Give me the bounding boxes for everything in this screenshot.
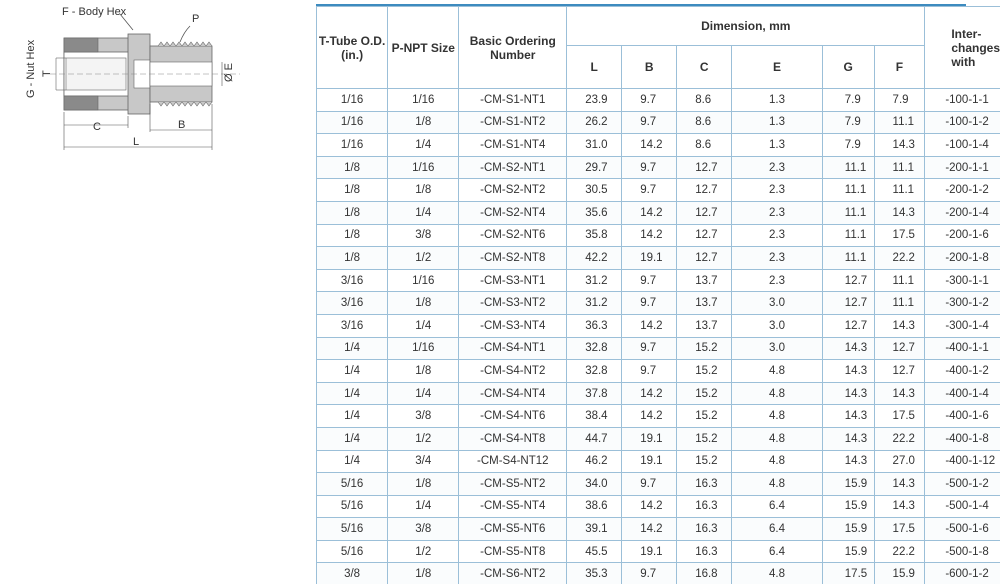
cell-npt-size: 1/8	[388, 360, 459, 383]
cell-dim-f: 14.3	[874, 382, 925, 405]
cell-dim-f: 11.1	[874, 111, 925, 134]
table-row	[317, 314, 1000, 337]
fitting-diagram	[0, 0, 300, 160]
cell-tube-od: 5/16	[317, 540, 388, 563]
cell-dim-l: 38.4	[567, 405, 622, 428]
cell-ordering-number: -CM-S4-NT4	[459, 382, 567, 405]
c-label: C	[93, 121, 101, 133]
table-row	[317, 360, 1000, 383]
cell-npt-size: 3/8	[388, 224, 459, 247]
cell-dim-b: 9.7	[622, 292, 677, 315]
cell-npt-size: 1/8	[388, 111, 459, 134]
cell-dim-f: 22.2	[874, 540, 925, 563]
table-row	[317, 224, 1000, 247]
cell-dim-b: 9.7	[622, 473, 677, 496]
cell-ordering-number: -CM-S3-NT2	[459, 292, 567, 315]
cell-dim-f: 14.3	[874, 314, 925, 337]
cell-npt-size: 1/4	[388, 314, 459, 337]
cell-tube-od: 1/4	[317, 405, 388, 428]
table-row	[317, 269, 1000, 292]
cell-dim-b: 9.7	[622, 337, 677, 360]
cell-dim-l: 32.8	[567, 360, 622, 383]
cell-dim-l: 31.2	[567, 269, 622, 292]
cell-npt-size: 1/4	[388, 201, 459, 224]
header-npt-size: P-NPT Size	[388, 7, 459, 89]
cell-dim-l: 35.8	[567, 224, 622, 247]
cell-dim-c: 16.3	[677, 518, 732, 541]
cell-dim-e: 4.8	[732, 473, 823, 496]
body-hex-label: F - Body Hex	[62, 6, 127, 18]
t-label: T	[41, 70, 53, 77]
cell-ordering-number: -CM-S5-NT4	[459, 495, 567, 518]
header-dim-f: F	[874, 46, 925, 89]
cell-dim-b: 14.2	[622, 518, 677, 541]
cell-dim-c: 13.7	[677, 292, 732, 315]
cell-dim-e: 6.4	[732, 518, 823, 541]
cell-ordering-number: -CM-S4-NT6	[459, 405, 567, 428]
table-body	[317, 89, 1000, 584]
cell-dim-l: 39.1	[567, 518, 622, 541]
cell-dim-g: 7.9	[822, 89, 874, 112]
cell-tube-od: 5/16	[317, 495, 388, 518]
cell-dim-c: 12.7	[677, 179, 732, 202]
cell-dim-e: 2.3	[732, 247, 823, 270]
cell-interchanges: -500-1-8	[925, 540, 1000, 563]
cell-dim-l: 46.2	[567, 450, 622, 473]
cell-tube-od: 1/4	[317, 360, 388, 383]
cell-interchanges: -300-1-1	[925, 269, 1000, 292]
cell-interchanges: -400-1-8	[925, 427, 1000, 450]
cell-dim-c: 12.7	[677, 247, 732, 270]
cell-dim-g: 17.5	[822, 563, 874, 584]
cell-dim-b: 14.2	[622, 405, 677, 428]
table-row	[317, 427, 1000, 450]
table-row	[317, 134, 1000, 157]
cell-dim-c: 15.2	[677, 360, 732, 383]
header-dimension: Dimension, mm	[567, 7, 925, 46]
cell-dim-e: 4.8	[732, 450, 823, 473]
spec-table-container	[316, 4, 1000, 584]
cell-npt-size: 1/16	[388, 89, 459, 112]
cell-dim-e: 3.0	[732, 337, 823, 360]
cell-dim-e: 4.8	[732, 360, 823, 383]
cell-interchanges: -200-1-1	[925, 156, 1000, 179]
cell-tube-od: 3/16	[317, 292, 388, 315]
table-row	[317, 473, 1000, 496]
cell-dim-b: 9.7	[622, 360, 677, 383]
cell-dim-l: 29.7	[567, 156, 622, 179]
cell-dim-c: 16.3	[677, 495, 732, 518]
table-row	[317, 201, 1000, 224]
nut-hex-label: G - Nut Hex	[25, 39, 37, 98]
cell-dim-e: 1.3	[732, 89, 823, 112]
cell-interchanges: -200-1-8	[925, 247, 1000, 270]
cell-ordering-number: -CM-S3-NT1	[459, 269, 567, 292]
cell-npt-size: 1/4	[388, 382, 459, 405]
cell-dim-c: 16.8	[677, 563, 732, 584]
cell-interchanges: -600-1-2	[925, 563, 1000, 584]
cell-dim-b: 14.2	[622, 495, 677, 518]
table-row	[317, 156, 1000, 179]
table-row	[317, 337, 1000, 360]
table-row	[317, 382, 1000, 405]
cell-npt-size: 1/4	[388, 495, 459, 518]
cell-dim-f: 7.9	[874, 89, 925, 112]
cell-dim-f: 27.0	[874, 450, 925, 473]
table-row	[317, 247, 1000, 270]
cell-tube-od: 1/16	[317, 89, 388, 112]
cell-dim-g: 12.7	[822, 292, 874, 315]
header-dim-c: C	[677, 46, 732, 89]
cell-dim-g: 11.1	[822, 179, 874, 202]
cell-dim-c: 13.7	[677, 314, 732, 337]
cell-dim-f: 15.9	[874, 563, 925, 584]
cell-interchanges: -500-1-2	[925, 473, 1000, 496]
cell-dim-l: 44.7	[567, 427, 622, 450]
cell-ordering-number: -CM-S5-NT6	[459, 518, 567, 541]
cell-interchanges: -500-1-4	[925, 495, 1000, 518]
table-row	[317, 450, 1000, 473]
cell-dim-b: 9.7	[622, 269, 677, 292]
l-label: L	[133, 136, 140, 148]
cell-tube-od: 1/8	[317, 224, 388, 247]
cell-dim-e: 4.8	[732, 382, 823, 405]
cell-tube-od: 1/8	[317, 247, 388, 270]
cell-tube-od: 1/8	[317, 201, 388, 224]
cell-dim-g: 14.3	[822, 360, 874, 383]
cell-dim-g: 11.1	[822, 156, 874, 179]
cell-npt-size: 1/2	[388, 540, 459, 563]
cell-dim-f: 22.2	[874, 247, 925, 270]
cell-interchanges: -100-1-1	[925, 89, 1000, 112]
cell-dim-b: 14.2	[622, 224, 677, 247]
cell-ordering-number: -CM-S1-NT4	[459, 134, 567, 157]
table-row	[317, 518, 1000, 541]
cell-dim-c: 8.6	[677, 111, 732, 134]
cell-interchanges: -200-1-2	[925, 179, 1000, 202]
cell-dim-g: 15.9	[822, 495, 874, 518]
cell-dim-g: 14.3	[822, 382, 874, 405]
cell-dim-c: 13.7	[677, 269, 732, 292]
cell-ordering-number: -CM-S4-NT1	[459, 337, 567, 360]
table-row	[317, 495, 1000, 518]
p-label: P	[192, 13, 200, 25]
cell-dim-c: 8.6	[677, 89, 732, 112]
cell-dim-f: 17.5	[874, 405, 925, 428]
cell-dim-b: 14.2	[622, 314, 677, 337]
cell-npt-size: 1/2	[388, 247, 459, 270]
cell-dim-l: 26.2	[567, 111, 622, 134]
cell-dim-f: 14.3	[874, 473, 925, 496]
cell-dim-f: 11.1	[874, 292, 925, 315]
cell-npt-size: 3/4	[388, 450, 459, 473]
cell-dim-c: 15.2	[677, 405, 732, 428]
cell-dim-e: 3.0	[732, 314, 823, 337]
table-row	[317, 111, 1000, 134]
cell-dim-g: 15.9	[822, 473, 874, 496]
cell-dim-g: 14.3	[822, 427, 874, 450]
cell-ordering-number: -CM-S5-NT2	[459, 473, 567, 496]
b-label: B	[178, 119, 186, 131]
cell-npt-size: 1/16	[388, 337, 459, 360]
cell-dim-f: 14.3	[874, 134, 925, 157]
cell-dim-l: 31.2	[567, 292, 622, 315]
cell-dim-e: 3.0	[732, 292, 823, 315]
cell-interchanges: -400-1-12	[925, 450, 1000, 473]
cell-dim-e: 4.8	[732, 405, 823, 428]
cell-dim-e: 2.3	[732, 201, 823, 224]
cell-npt-size: 1/8	[388, 292, 459, 315]
cell-dim-l: 34.0	[567, 473, 622, 496]
cell-dim-b: 9.7	[622, 89, 677, 112]
spec-table	[316, 6, 1000, 584]
cell-ordering-number: -CM-S2-NT4	[459, 201, 567, 224]
cell-npt-size: 1/16	[388, 156, 459, 179]
cell-tube-od: 1/16	[317, 134, 388, 157]
table-row	[317, 292, 1000, 315]
cell-dim-c: 12.7	[677, 224, 732, 247]
cell-dim-g: 7.9	[822, 111, 874, 134]
cell-tube-od: 5/16	[317, 473, 388, 496]
cell-dim-c: 16.3	[677, 473, 732, 496]
cell-dim-b: 19.1	[622, 540, 677, 563]
cell-dim-b: 19.1	[622, 427, 677, 450]
cell-dim-c: 15.2	[677, 427, 732, 450]
cell-dim-e: 6.4	[732, 540, 823, 563]
cell-tube-od: 5/16	[317, 518, 388, 541]
cell-ordering-number: -CM-S2-NT6	[459, 224, 567, 247]
cell-dim-c: 15.2	[677, 382, 732, 405]
header-tube-od: T-Tube O.D. (in.)	[317, 7, 388, 89]
cell-dim-g: 14.3	[822, 405, 874, 428]
cell-dim-b: 14.2	[622, 382, 677, 405]
cell-interchanges: -200-1-4	[925, 201, 1000, 224]
cell-dim-b: 19.1	[622, 247, 677, 270]
cell-dim-g: 15.9	[822, 540, 874, 563]
cell-npt-size: 1/8	[388, 563, 459, 584]
cell-dim-l: 31.0	[567, 134, 622, 157]
cell-dim-c: 12.7	[677, 201, 732, 224]
cell-dim-l: 35.3	[567, 563, 622, 584]
cell-tube-od: 1/4	[317, 450, 388, 473]
table-row	[317, 405, 1000, 428]
cell-dim-b: 9.7	[622, 111, 677, 134]
cell-dim-g: 11.1	[822, 224, 874, 247]
cell-dim-c: 16.3	[677, 540, 732, 563]
cell-ordering-number: -CM-S6-NT2	[459, 563, 567, 584]
cell-ordering-number: -CM-S4-NT12	[459, 450, 567, 473]
cell-interchanges: -500-1-6	[925, 518, 1000, 541]
cell-dim-l: 38.6	[567, 495, 622, 518]
cell-interchanges: -300-1-4	[925, 314, 1000, 337]
cell-dim-f: 14.3	[874, 495, 925, 518]
e-label: Ø E	[223, 63, 235, 82]
cell-dim-e: 1.3	[732, 134, 823, 157]
cell-dim-l: 32.8	[567, 337, 622, 360]
cell-ordering-number: -CM-S2-NT1	[459, 156, 567, 179]
cell-dim-f: 12.7	[874, 360, 925, 383]
cell-dim-f: 14.3	[874, 201, 925, 224]
cell-tube-od: 1/4	[317, 427, 388, 450]
cell-dim-f: 17.5	[874, 518, 925, 541]
cell-dim-b: 14.2	[622, 134, 677, 157]
cell-dim-b: 19.1	[622, 450, 677, 473]
table-row	[317, 89, 1000, 112]
cell-npt-size: 1/2	[388, 427, 459, 450]
cell-tube-od: 1/4	[317, 337, 388, 360]
cell-ordering-number: -CM-S4-NT8	[459, 427, 567, 450]
cell-dim-f: 11.1	[874, 156, 925, 179]
cell-dim-b: 9.7	[622, 563, 677, 584]
cell-dim-e: 4.8	[732, 427, 823, 450]
cell-dim-c: 12.7	[677, 156, 732, 179]
cell-dim-g: 11.1	[822, 247, 874, 270]
cell-dim-e: 2.3	[732, 156, 823, 179]
cell-dim-l: 37.8	[567, 382, 622, 405]
cell-dim-b: 9.7	[622, 179, 677, 202]
cell-dim-e: 2.3	[732, 224, 823, 247]
cell-npt-size: 1/8	[388, 179, 459, 202]
cell-dim-b: 9.7	[622, 156, 677, 179]
cell-dim-l: 45.5	[567, 540, 622, 563]
cell-dim-l: 36.3	[567, 314, 622, 337]
cell-dim-l: 30.5	[567, 179, 622, 202]
cell-dim-e: 4.8	[732, 563, 823, 584]
cell-dim-f: 17.5	[874, 224, 925, 247]
cell-npt-size: 3/8	[388, 518, 459, 541]
cell-dim-e: 2.3	[732, 179, 823, 202]
cell-dim-f: 22.2	[874, 427, 925, 450]
cell-dim-f: 12.7	[874, 337, 925, 360]
cell-tube-od: 1/8	[317, 179, 388, 202]
cell-dim-g: 14.3	[822, 450, 874, 473]
cell-dim-g: 11.1	[822, 201, 874, 224]
cell-npt-size: 1/4	[388, 134, 459, 157]
cell-dim-l: 35.6	[567, 201, 622, 224]
cell-dim-g: 7.9	[822, 134, 874, 157]
cell-dim-f: 11.1	[874, 179, 925, 202]
cell-npt-size: 3/8	[388, 405, 459, 428]
cell-dim-l: 23.9	[567, 89, 622, 112]
cell-dim-c: 15.2	[677, 337, 732, 360]
cell-tube-od: 1/16	[317, 111, 388, 134]
cell-dim-g: 14.3	[822, 337, 874, 360]
header-ordering-number: Basic Ordering Number	[459, 7, 567, 89]
cell-ordering-number: -CM-S3-NT4	[459, 314, 567, 337]
cell-ordering-number: -CM-S4-NT2	[459, 360, 567, 383]
cell-tube-od: 1/8	[317, 156, 388, 179]
cell-npt-size: 1/8	[388, 473, 459, 496]
cell-interchanges: -400-1-1	[925, 337, 1000, 360]
header-dim-b: B	[622, 46, 677, 89]
cell-interchanges: -400-1-2	[925, 360, 1000, 383]
cell-interchanges: -200-1-6	[925, 224, 1000, 247]
cell-interchanges: -300-1-2	[925, 292, 1000, 315]
cell-ordering-number: -CM-S1-NT2	[459, 111, 567, 134]
cell-tube-od: 1/4	[317, 382, 388, 405]
table-row	[317, 179, 1000, 202]
cell-interchanges: -400-1-4	[925, 382, 1000, 405]
cell-interchanges: -100-1-4	[925, 134, 1000, 157]
table-row	[317, 540, 1000, 563]
cell-tube-od: 3/16	[317, 269, 388, 292]
cell-dim-l: 42.2	[567, 247, 622, 270]
cell-dim-e: 2.3	[732, 269, 823, 292]
cell-dim-e: 6.4	[732, 495, 823, 518]
cell-dim-b: 14.2	[622, 201, 677, 224]
header-dim-g: G	[822, 46, 874, 89]
table-row	[317, 563, 1000, 584]
cell-dim-c: 8.6	[677, 134, 732, 157]
cell-interchanges: -100-1-2	[925, 111, 1000, 134]
cell-npt-size: 1/16	[388, 269, 459, 292]
cell-ordering-number: -CM-S2-NT8	[459, 247, 567, 270]
cell-dim-c: 15.2	[677, 450, 732, 473]
cell-dim-e: 1.3	[732, 111, 823, 134]
cell-dim-f: 11.1	[874, 269, 925, 292]
cell-tube-od: 3/8	[317, 563, 388, 584]
cell-dim-g: 12.7	[822, 269, 874, 292]
cell-ordering-number: -CM-S1-NT1	[459, 89, 567, 112]
cell-dim-g: 12.7	[822, 314, 874, 337]
cell-tube-od: 3/16	[317, 314, 388, 337]
cell-ordering-number: -CM-S5-NT8	[459, 540, 567, 563]
header-dim-e: E	[732, 46, 823, 89]
cell-dim-g: 15.9	[822, 518, 874, 541]
header-interchanges: Inter- changes with	[925, 7, 1000, 89]
cell-interchanges: -400-1-6	[925, 405, 1000, 428]
cell-ordering-number: -CM-S2-NT2	[459, 179, 567, 202]
header-dim-l: L	[567, 46, 622, 89]
